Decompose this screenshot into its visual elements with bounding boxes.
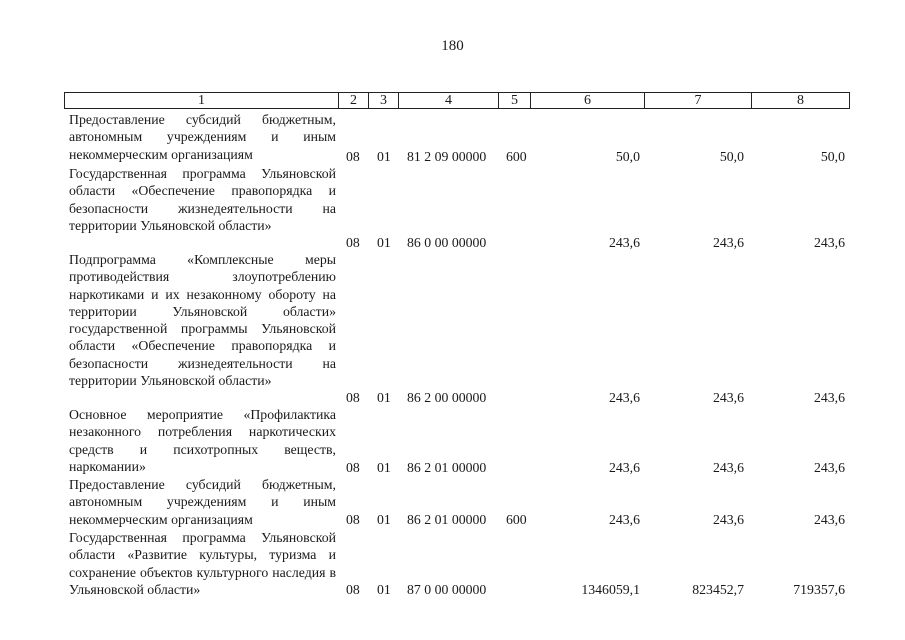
row-1-col-8: 50,0	[820, 149, 845, 164]
row-4-col-2: 08	[346, 460, 360, 475]
header-col-5: 5	[499, 93, 531, 108]
header-col-4: 4	[399, 93, 499, 108]
row-3-col-3: 01	[377, 390, 391, 405]
row-5-col-4: 86 2 01 00000	[407, 512, 487, 527]
row-5-col-5: 600	[506, 512, 527, 527]
row-1-col-5: 600	[506, 149, 527, 164]
row-6-col-4: 87 0 00 00000	[407, 582, 487, 597]
row-3-col-7: 243,6	[712, 390, 744, 405]
row-6-col-6: 1346059,1	[581, 582, 640, 597]
row-5-col-2: 08	[346, 512, 360, 527]
row-3-col-4: 86 2 00 00000	[407, 390, 487, 405]
row-6-col-7: 823452,7	[692, 582, 744, 597]
row-5-col-8: 243,6	[813, 512, 845, 527]
row-4-col-3: 01	[377, 460, 391, 475]
row-4-col-7: 243,6	[712, 460, 744, 475]
row-6-col-2: 08	[346, 582, 360, 597]
header-col-7: 7	[645, 93, 752, 108]
row-1-col-4: 81 2 09 00000	[407, 149, 487, 164]
row-2-col-8: 243,6	[813, 235, 845, 250]
row-1-description: Предоставление субсидий бюджетным, автономным учреждениям и иным некоммерческим организациям	[69, 112, 336, 162]
row-4-col-6: 243,6	[608, 460, 640, 475]
row-5-col-7: 243,6	[712, 512, 744, 527]
row-4-description: Основное мероприятие «Профилактика незаконного потребления наркотических средств и психотропных веществ, наркомании»	[69, 407, 336, 474]
row-2-col-6: 243,6	[608, 235, 640, 250]
row-6-col-8: 719357,6	[793, 582, 845, 597]
row-2-col-2: 08	[346, 235, 360, 250]
row-3-col-8: 243,6	[813, 390, 845, 405]
table-header	[64, 92, 850, 109]
row-5-col-3: 01	[377, 512, 391, 527]
row-6-col-3: 01	[377, 582, 391, 597]
row-3-description: Подпрограмма «Комплексные меры противодействия злоупотреблению наркотиками и их незаконному обороту на территории Ульяновской области» государственной программы Ульяновской области «Обеспечение правопорядка и безопасности жизнедеятельности на территории Ульяновской области»	[69, 252, 336, 389]
header-col-1: 1	[65, 93, 339, 108]
row-1-col-6: 50,0	[615, 149, 640, 164]
row-2-col-7: 243,6	[712, 235, 744, 250]
header-col-8: 8	[797, 93, 804, 108]
row-1-col-3: 01	[377, 149, 391, 164]
row-1-col-2: 08	[346, 149, 360, 164]
row-2-col-4: 86 0 00 00000	[407, 235, 487, 250]
row-5-col-6: 243,6	[608, 512, 640, 527]
header-col-3: 3	[369, 93, 399, 108]
header-col-2: 2	[339, 93, 369, 108]
row-6-description: Государственная программа Ульяновской области «Развитие культуры, туризма и сохранение объектов культурного наследия в Ульяновской области»	[69, 530, 336, 597]
page-number: 180	[441, 38, 464, 54]
row-3-col-2: 08	[346, 390, 360, 405]
row-4-col-4: 86 2 01 00000	[407, 460, 487, 475]
row-1-col-7: 50,0	[719, 149, 744, 164]
row-2-description: Государственная программа Ульяновской области «Обеспечение правопорядка и безопасности жизнедеятельности на территории Ульяновской области»	[69, 166, 336, 233]
row-5-description: Предоставление субсидий бюджетным, автономным учреждениям и иным некоммерческим организациям	[69, 477, 336, 527]
row-3-col-6: 243,6	[608, 390, 640, 405]
row-4-col-8: 243,6	[813, 460, 845, 475]
row-2-col-3: 01	[377, 235, 391, 250]
header-col-6: 6	[531, 93, 645, 108]
